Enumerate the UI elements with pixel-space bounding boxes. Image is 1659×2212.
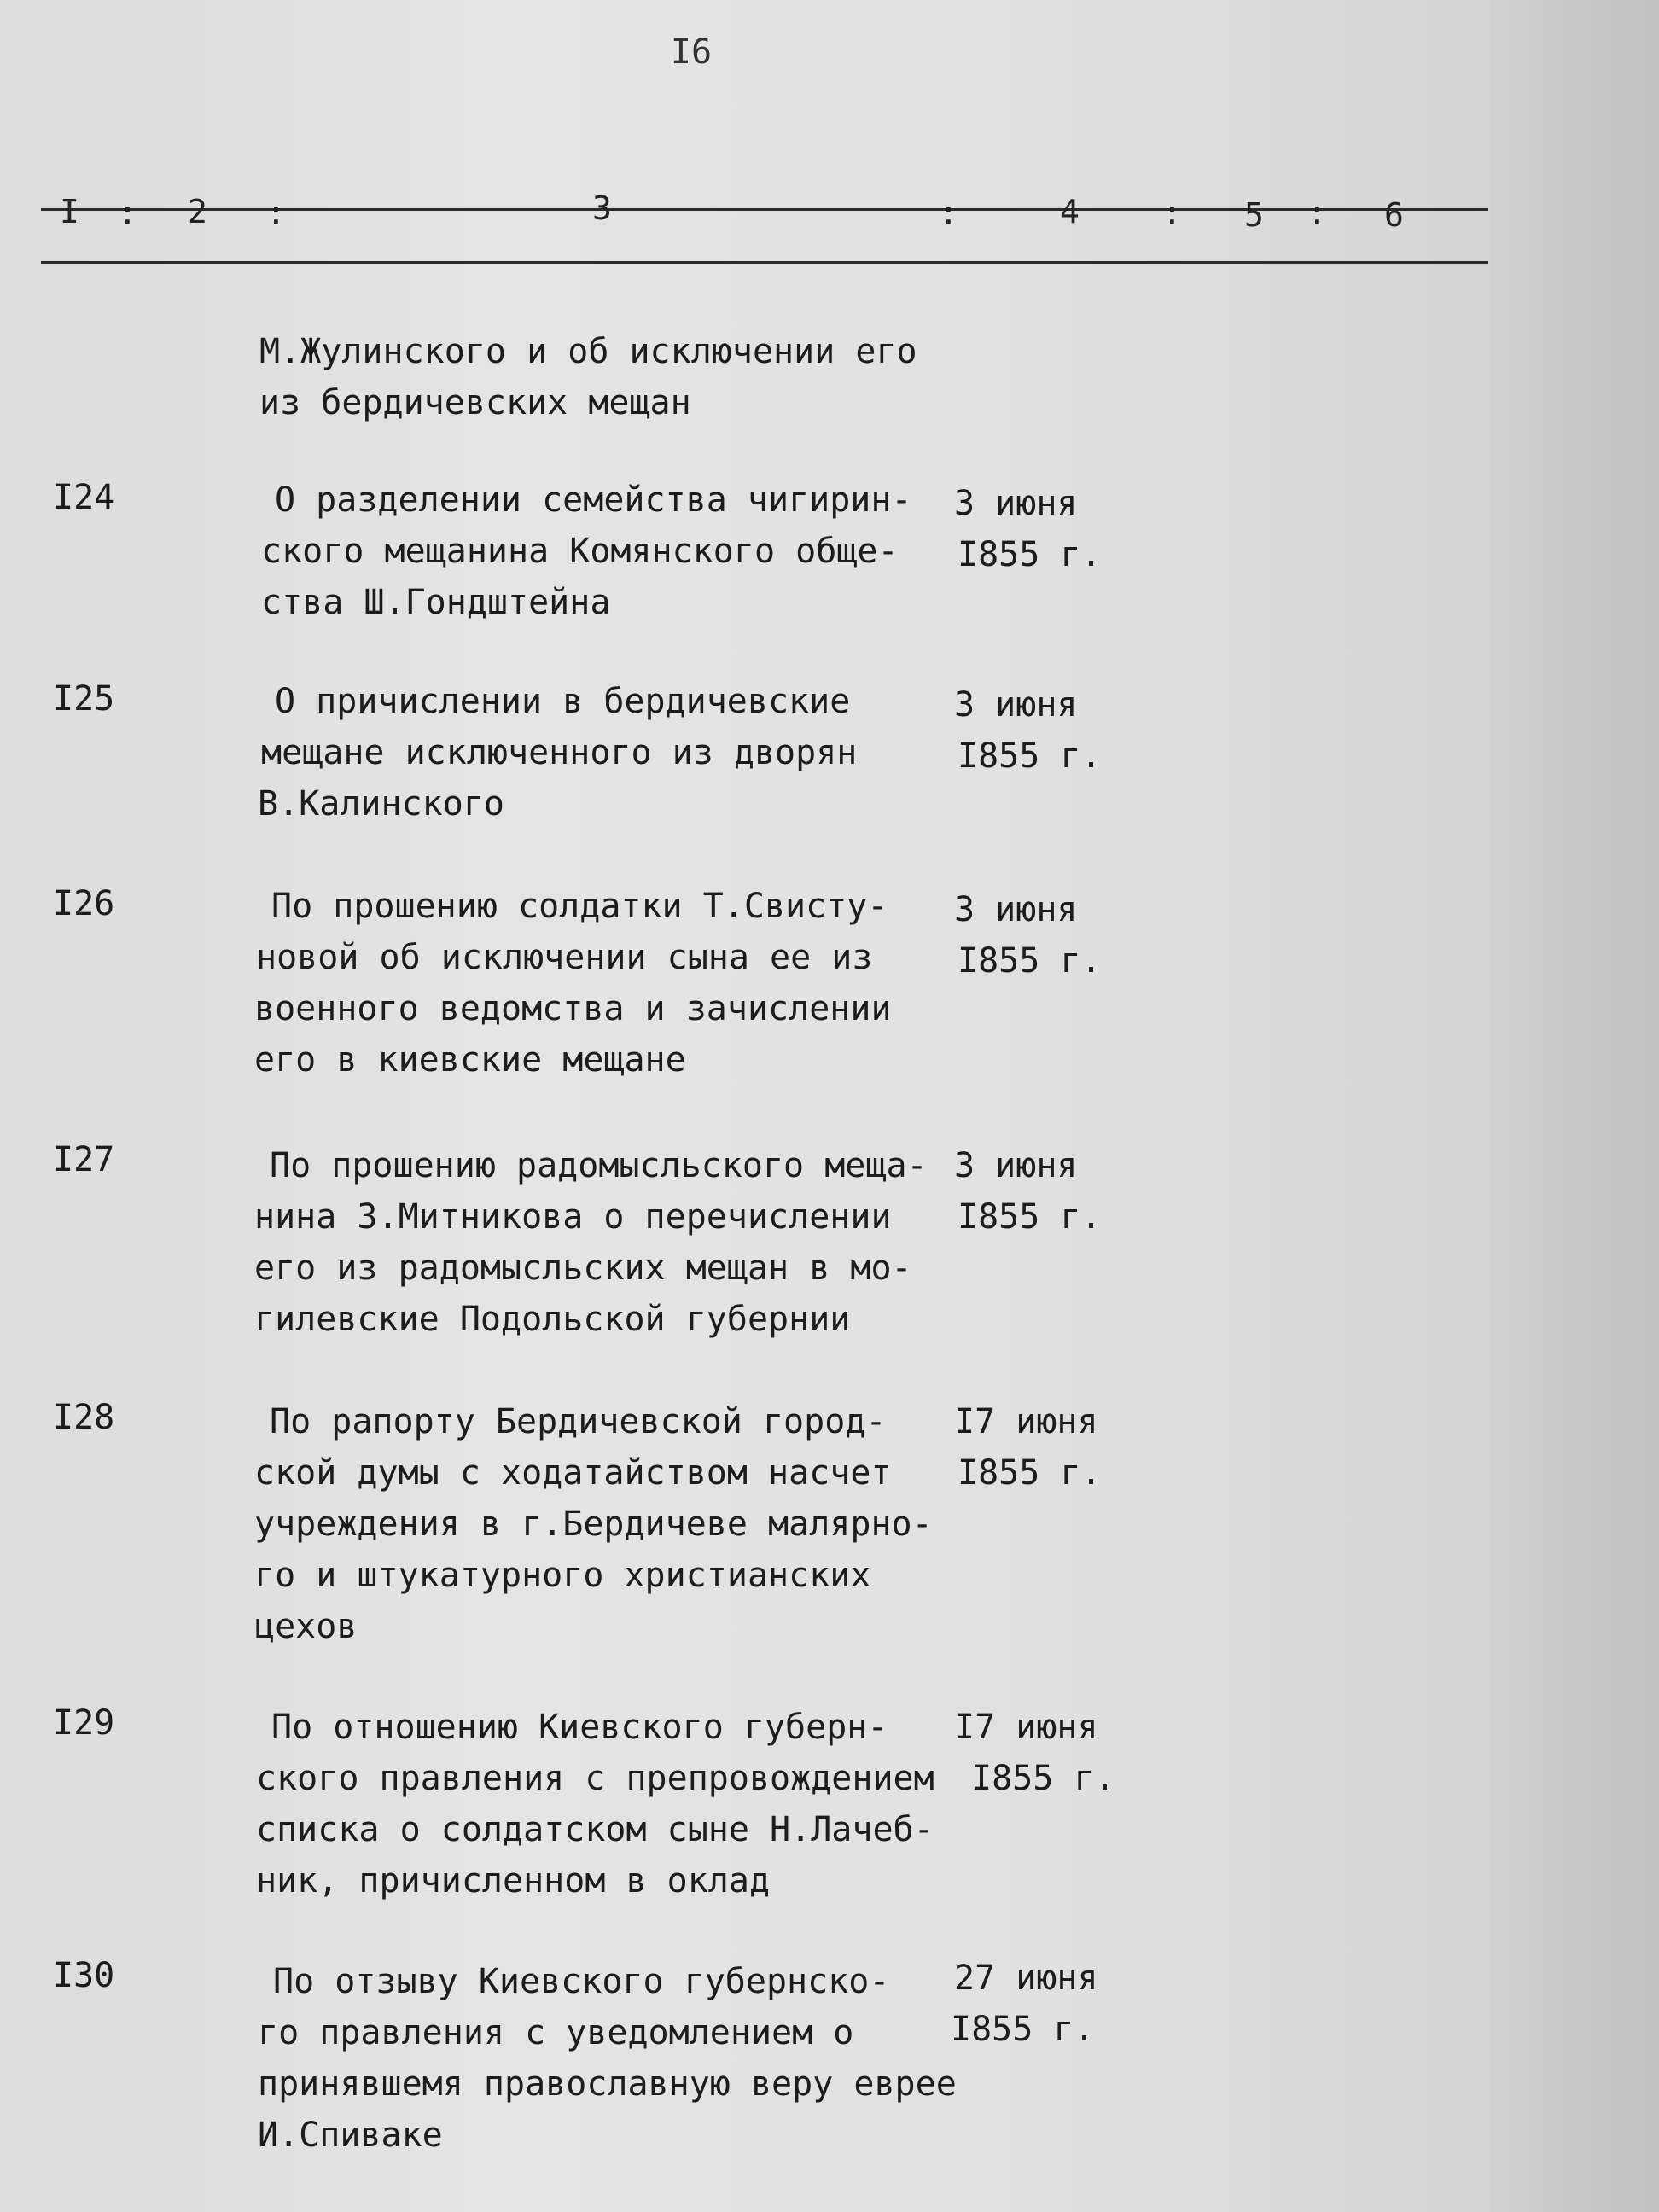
text-line: И.Спиваке [258, 2116, 443, 2155]
header-col-4: 4 [1060, 193, 1080, 230]
text-line: В.Калинского [258, 784, 504, 824]
text-line: из бердичевских мещан [259, 383, 691, 422]
text-line: ского правления с препровождением [256, 1759, 934, 1798]
date-year: I855 г. [958, 535, 1102, 574]
continuation-text [259, 326, 959, 428]
entry-description [258, 676, 975, 830]
entry-description [258, 1956, 973, 2161]
text-line: ник, причисленном в оклад [256, 1861, 771, 1901]
text-line: О причислении в бердичевские [275, 682, 851, 721]
text-line: го правления с уведомлением о [258, 2013, 854, 2052]
header-col-6: 6 [1384, 196, 1404, 234]
text-line: учреждения в г.Бердичеве малярно- [254, 1505, 933, 1544]
header-rule-top [41, 208, 1488, 211]
entry-description [256, 1702, 971, 1906]
header-col-1: I [60, 193, 79, 230]
entry-description [254, 881, 971, 1086]
date-year: I855 г. [958, 1197, 1102, 1237]
entry-description [261, 474, 975, 628]
text-line: По прошению радомысльского меща- [270, 1146, 928, 1185]
text-line: По отношению Киевского губерн- [271, 1708, 888, 1747]
entry-date [954, 679, 1142, 782]
text-line: военного ведомства и зачислении [254, 989, 892, 1028]
header-separator: : [1162, 195, 1182, 232]
text-line: го и штукатурного христианских [254, 1556, 871, 1595]
header-col-5: 5 [1244, 196, 1264, 234]
text-line: его в киевские мещане [254, 1040, 686, 1080]
date-year: I855 г. [971, 1759, 1115, 1798]
date-year: I855 г. [958, 1453, 1102, 1493]
text-line: цехов [254, 1607, 358, 1646]
entry-number: I27 [53, 1140, 115, 1179]
entry-number: I26 [53, 884, 115, 923]
entry-date [954, 1702, 1142, 1804]
date-day: 3 июня [954, 1146, 1078, 1185]
entry-number: I24 [53, 478, 115, 517]
page-edge-shadow [1489, 0, 1659, 2212]
text-line: новой об исключении сына ее из [256, 938, 873, 977]
entry-date [954, 478, 1142, 580]
header-separator: : [939, 195, 958, 232]
header-rule-bottom [41, 261, 1488, 264]
text-line: По прошению солдатки Т.Свисту- [271, 887, 888, 926]
date-year: I855 г. [958, 941, 1102, 981]
entry-date [954, 884, 1142, 987]
entry-number: I25 [53, 679, 115, 719]
text-line: его из радомысльских мещан в мо- [254, 1249, 912, 1288]
date-year: I855 г. [958, 736, 1102, 776]
entry-number: I30 [53, 1956, 115, 1995]
date-year: I855 г. [951, 2010, 1095, 2049]
text-line: принявшемя православную веру еврее [258, 2064, 957, 2104]
text-line: По отзыву Киевского губернско- [273, 1962, 890, 2001]
text-line: гилевские Подольской губернии [254, 1300, 851, 1339]
text-line: ского мещанина Комянского обще- [261, 532, 899, 571]
entry-description [254, 1140, 969, 1345]
entry-number: I29 [53, 1703, 115, 1743]
text-line: М.Жулинского и об исключении его [259, 332, 917, 371]
text-line: мещане исключенного из дворян [261, 733, 858, 772]
date-day: 3 июня [954, 685, 1078, 725]
header-separator: : [266, 195, 286, 232]
entry-description [254, 1396, 969, 1652]
entry-number: I28 [53, 1398, 115, 1437]
page-number: I6 [670, 32, 713, 72]
entry-date [954, 1140, 1142, 1243]
date-day: 3 июня [954, 890, 1078, 929]
date-day: 3 июня [954, 484, 1078, 523]
header-col-3: 3 [592, 189, 612, 227]
text-line: ства Ш.Гондштейна [261, 583, 611, 622]
text-line: списка о солдатском сыне Н.Лачеб- [256, 1810, 934, 1849]
text-line: О разделении семейства чигирин- [275, 480, 912, 520]
text-line: По рапорту Бердичевской город- [270, 1402, 887, 1441]
text-line: нина З.Митникова о перечислении [254, 1197, 892, 1237]
text-line: ской думы с ходатайством насчет [254, 1453, 892, 1493]
header-separator: : [1307, 195, 1327, 232]
date-day: 27 июня [954, 1959, 1098, 1998]
header-col-2: 2 [188, 193, 207, 230]
date-day: I7 июня [954, 1402, 1098, 1441]
header-separator: : [118, 195, 137, 232]
entry-date [951, 1953, 1142, 2055]
entry-date [954, 1396, 1142, 1499]
date-day: I7 июня [954, 1708, 1098, 1747]
